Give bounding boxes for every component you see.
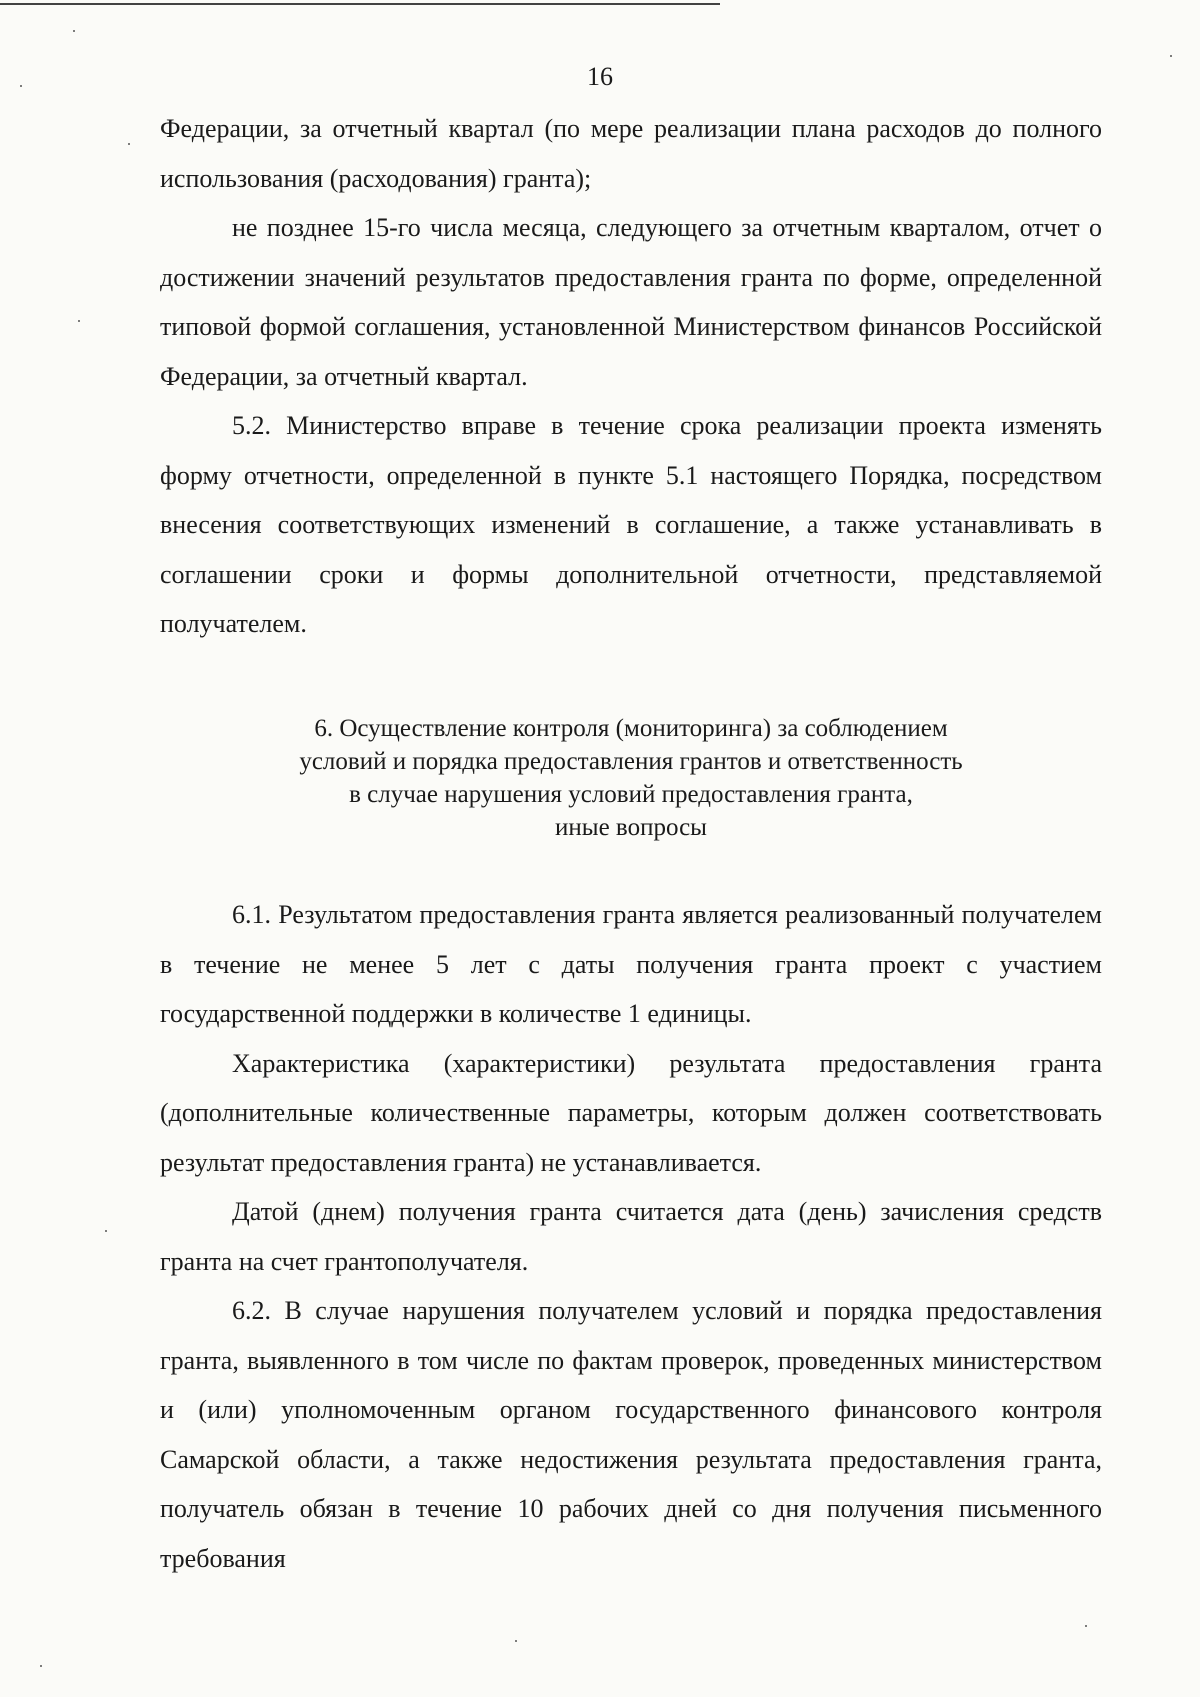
scan-speck: [40, 1665, 42, 1667]
section-5-text: [160, 104, 1102, 649]
scan-speck: [1085, 1625, 1087, 1627]
section-6-heading: [160, 712, 1102, 844]
paragraph-5-2: 5.2. Министерство вправе в течение срока реализации проекта изменять форму отчетности, определенной в пункте 5.1 настоящего Порядка, посредством внесения соответствующих изменений в соглашение, а также устанавливать в соглашении сроки и формы дополнительной отчетности, представляемой получателем.: [160, 411, 1102, 638]
heading-line: условий и порядка предоставления грантов и ответственность: [299, 748, 963, 775]
scan-speck: [1170, 55, 1172, 57]
top-border-line: [0, 3, 720, 5]
heading-line: иные вопросы: [555, 814, 707, 841]
heading-line: в случае нарушения условий предоставления гранта,: [349, 781, 913, 808]
paragraph-quarterly-report: не позднее 15-го числа месяца, следующего за отчетным кварталом, отчет о достижении значений результатов предоставления гранта по форме, определенной типовой формой соглашения, установленной Министерством финансов Российской Федерации, за отчетный квартал.: [160, 213, 1102, 391]
scan-speck: [20, 85, 22, 87]
section-6-text: [160, 890, 1102, 1583]
scan-speck: [78, 320, 80, 322]
paragraph-6-2: 6.2. В случае нарушения получателем условий и порядка предоставления гранта, выявленного в том числе по фактам проверок, проведенных министерством и (или) уполномоченным органом государственного финансового контроля Самарской области, а также недостижения результата предоставления гранта, получатель обязан в течение 10 рабочих дней со дня получения письменного требования: [160, 1296, 1102, 1573]
scan-speck: [73, 30, 75, 32]
paragraph-continuation: Федерации, за отчетный квартал (по мере реализации плана расходов до полного использования (расходования) гранта);: [160, 114, 1102, 193]
paragraph-characteristics: Характеристика (характеристики) результата предоставления гранта (дополнительные количественные параметры, которым должен соответствовать результат предоставления гранта) не устанавливается.: [160, 1048, 1102, 1177]
paragraph-grant-date: Датой (днем) получения гранта считается дата (день) зачисления средств гранта на счет грантополучателя.: [160, 1197, 1102, 1276]
heading-line: 6. Осуществление контроля (мониторинга) за соблюдением: [314, 715, 948, 742]
scan-speck: [515, 1640, 517, 1642]
scan-speck: [128, 143, 130, 145]
scan-speck: [105, 1230, 107, 1232]
paragraph-6-1: 6.1. Результатом предоставления гранта является реализованный получателем в течение не менее 5 лет с даты получения гранта проект с участием государственной поддержки в количестве 1 единицы.: [160, 900, 1102, 1028]
page-number: 16: [587, 62, 613, 91]
